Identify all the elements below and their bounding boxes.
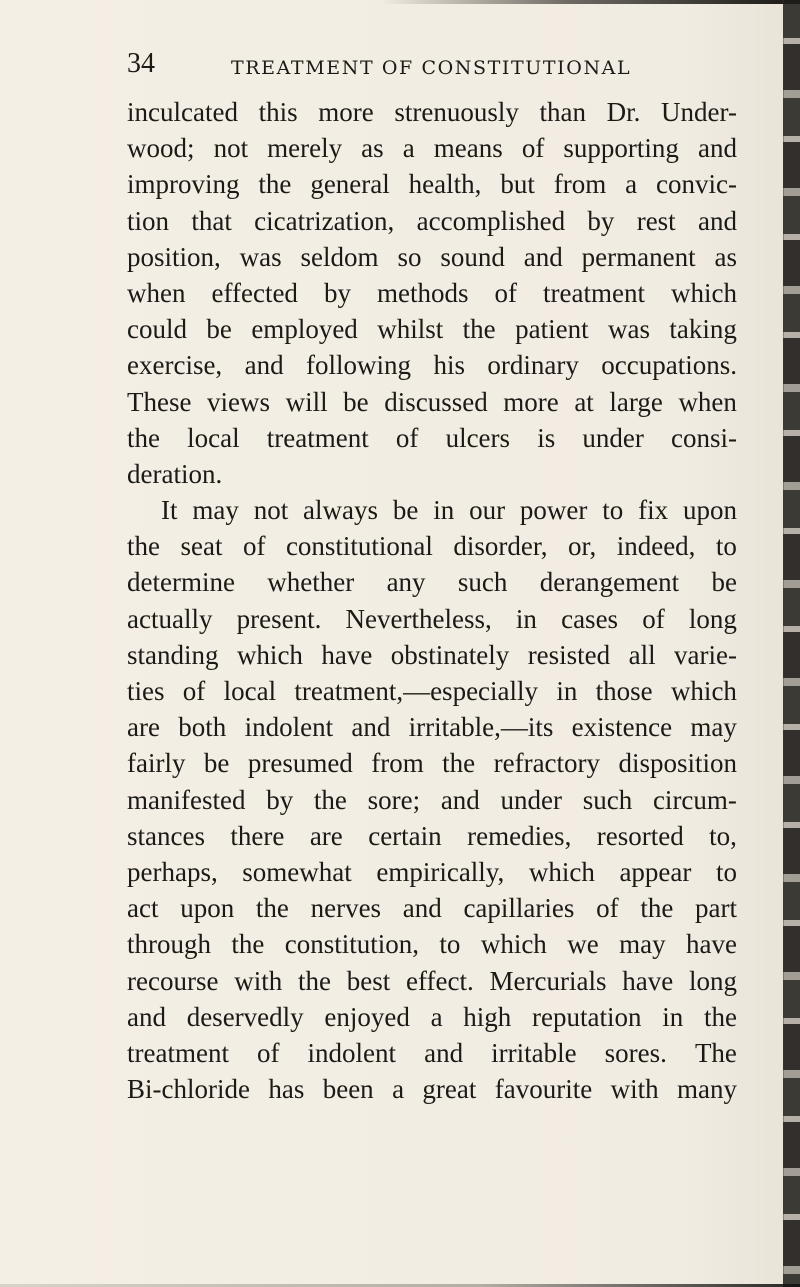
- text-line: It may not always be in our power to fix upon: [161, 495, 737, 526]
- text-line: manifested by the sore; and under such circum-: [127, 784, 737, 815]
- page-edge-shadow: [783, 0, 800, 1287]
- running-head: TREATMENT OF CONSTITUTIONAL: [231, 57, 632, 79]
- body-text: [127, 94, 737, 1107]
- text-line: could be employed whilst the patient was taking: [127, 314, 737, 345]
- text-line: position, was seldom so sound and permanent as: [127, 241, 737, 272]
- text-line: These views will be discussed more at large when: [127, 386, 737, 417]
- text-line: ties of local treatment,—especially in those which: [127, 676, 737, 706]
- text-line: through the constitution, to which we may have: [127, 929, 737, 960]
- text-line: the seat of constitutional disorder, or, indeed, to: [127, 531, 737, 562]
- text-line: treatment of indolent and irritable sores. The: [127, 1037, 737, 1068]
- page-number: 34: [127, 48, 155, 79]
- text-line: the local treatment of ulcers is under consi-: [127, 422, 737, 453]
- text-line: determine whether any such derangement be: [127, 567, 737, 598]
- text-line: actually present. Nevertheless, in cases of long: [127, 603, 737, 634]
- text-line: act upon the nerves and capillaries of the part: [127, 893, 737, 924]
- paragraph: [127, 94, 737, 492]
- text-line: Bi-chloride has been a great favourite with many: [127, 1074, 737, 1105]
- text-line: recourse with the best effect. Mercurials have long: [127, 965, 737, 996]
- text-line: are both indolent and irritable,—its existence may: [127, 712, 737, 743]
- text-line: when effected by methods of treatment which: [127, 277, 737, 308]
- text-line: tion that cicatrization, accomplished by rest and: [127, 205, 737, 236]
- paragraph: [127, 492, 737, 1107]
- text-line: inculcated this more strenuously than Dr. Under-: [127, 97, 737, 127]
- text-line: exercise, and following his ordinary occupations.: [127, 350, 737, 381]
- text-line: improving the general health, but from a convic-: [127, 169, 737, 200]
- text-line: deration.: [127, 458, 223, 489]
- top-edge-shadow: [380, 0, 800, 4]
- text-line: stances there are certain remedies, resorted to,: [127, 820, 737, 851]
- text-line: perhaps, somewhat empirically, which appear to: [127, 856, 737, 887]
- page-header: [127, 46, 737, 86]
- text-line: standing which have obstinately resisted all varie-: [127, 639, 737, 670]
- text-line: and deservedly enjoyed a high reputation in the: [127, 1001, 737, 1032]
- text-line: wood; not merely as a means of supporting and: [127, 133, 737, 164]
- text-line: fairly be presumed from the refractory disposition: [127, 748, 737, 779]
